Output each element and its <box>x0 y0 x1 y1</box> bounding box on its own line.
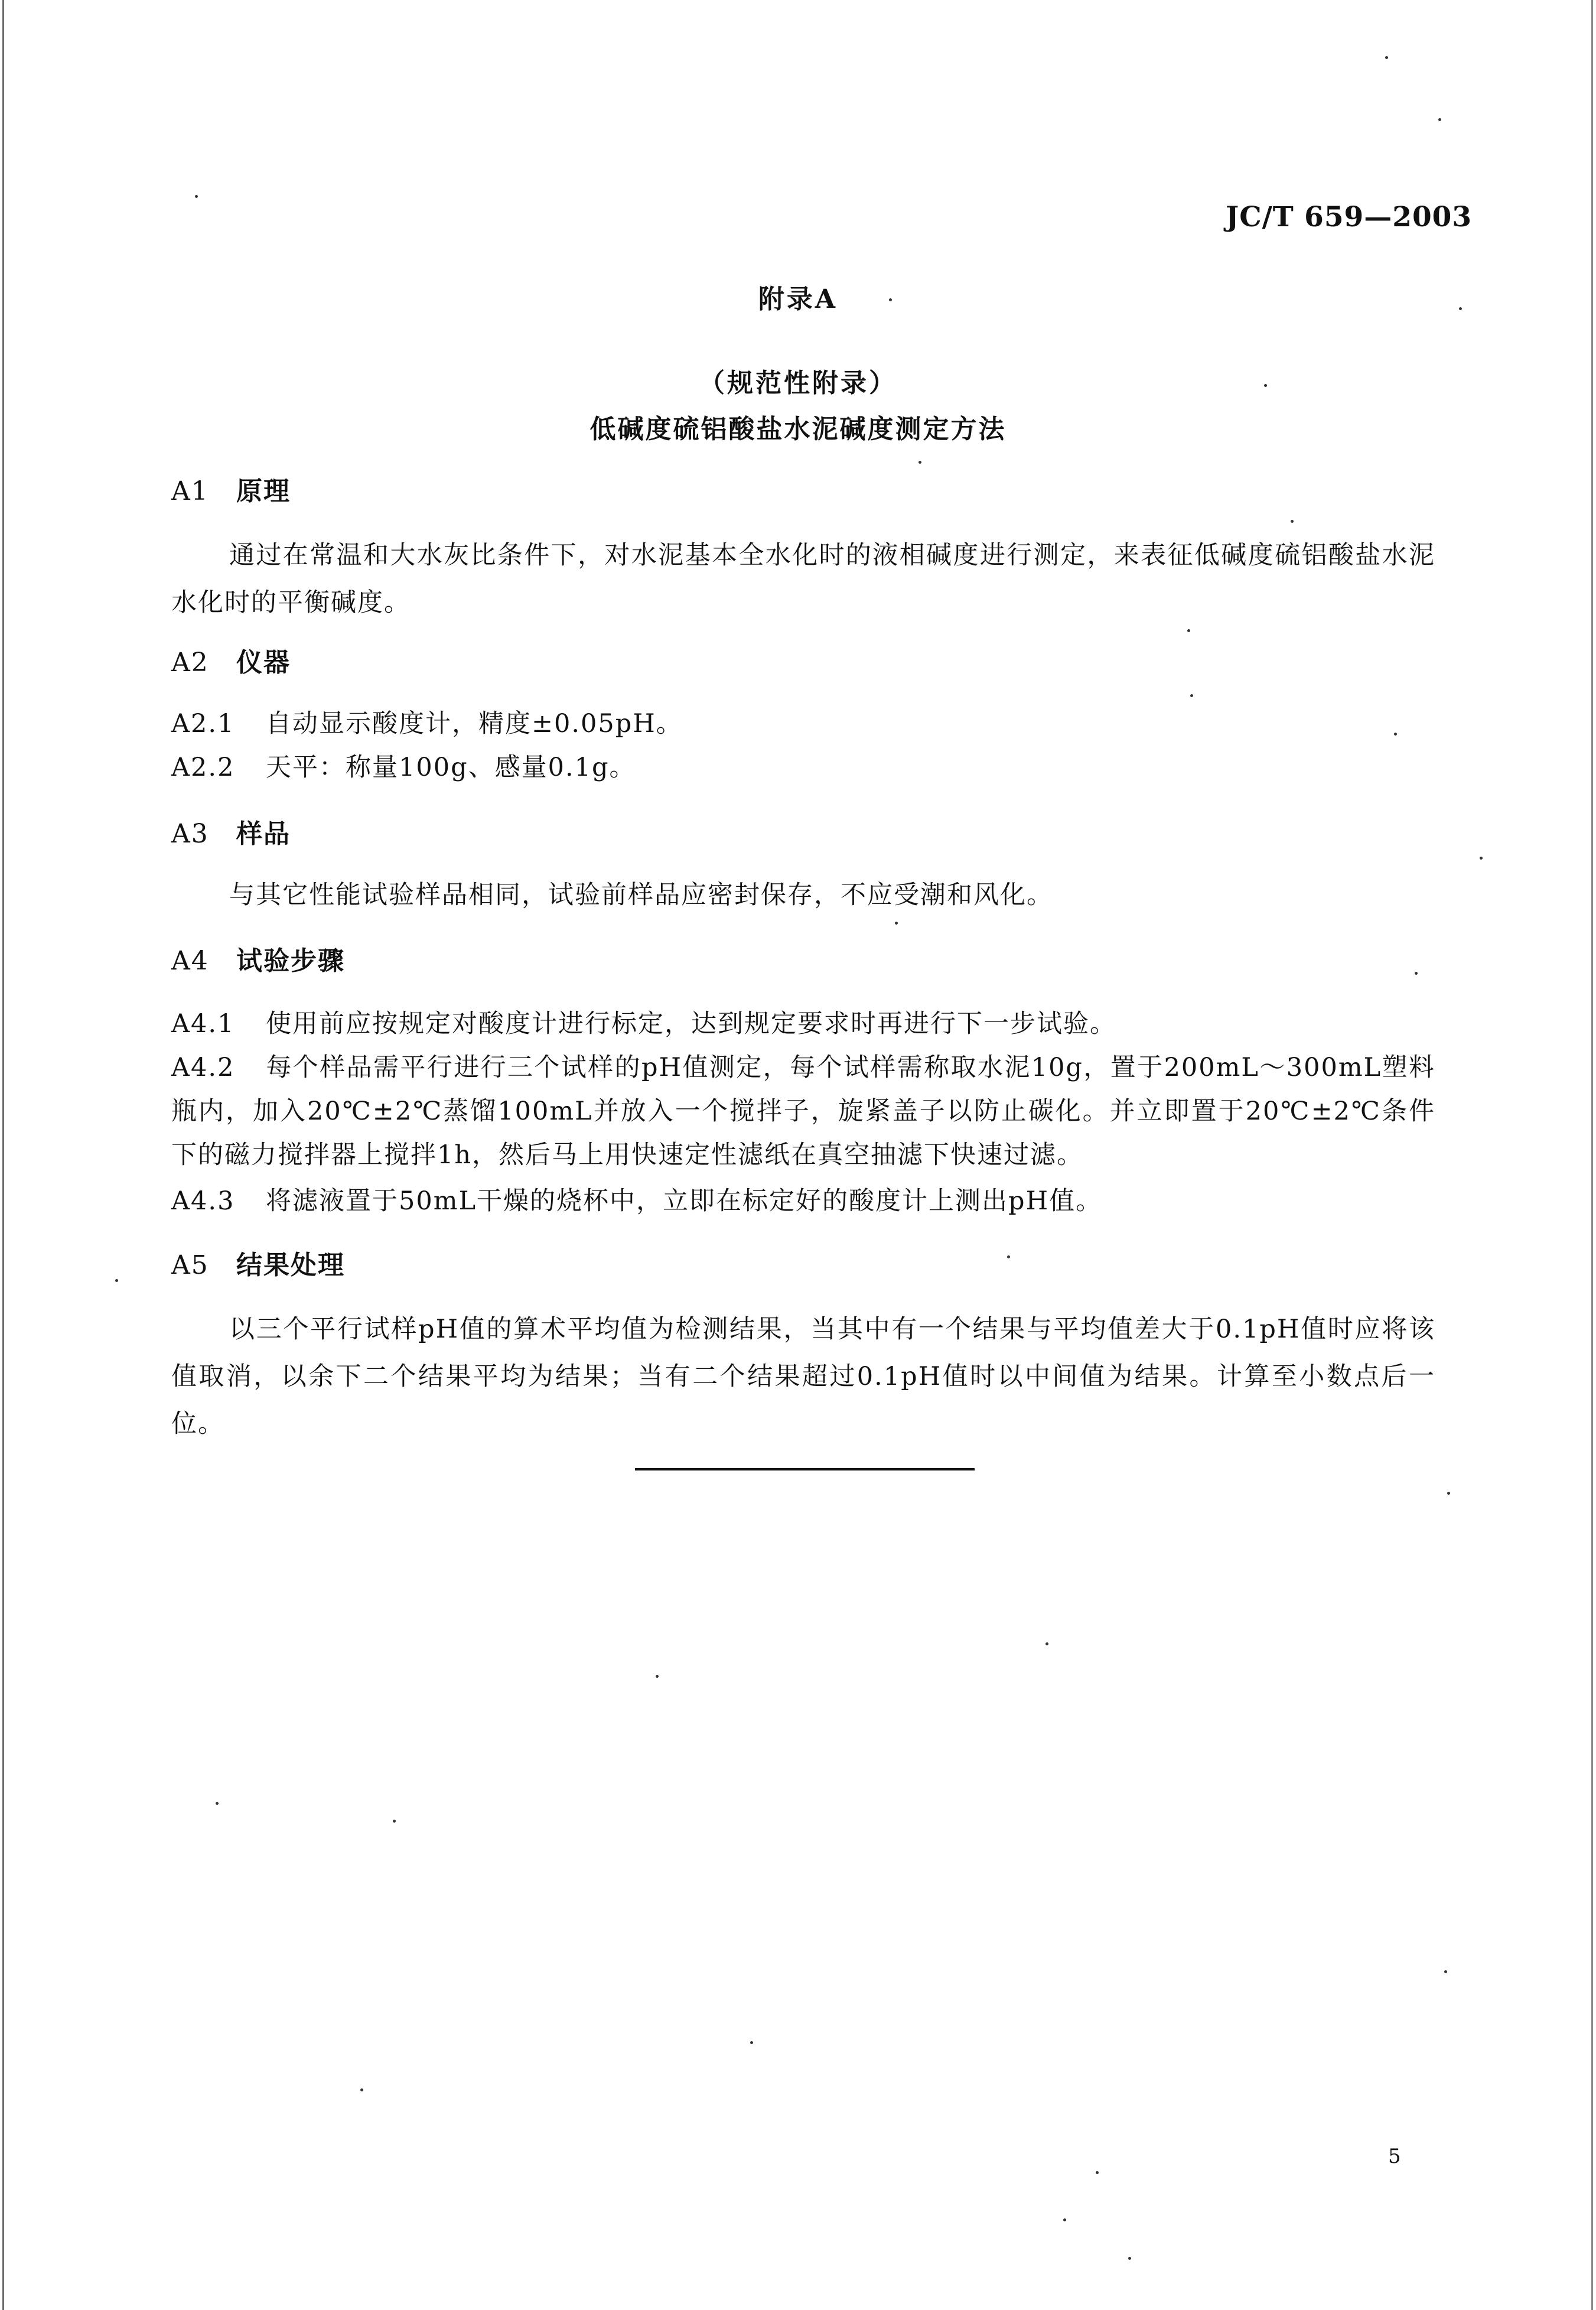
section-heading-a2 <box>171 641 291 679</box>
section-title: 试验步骤 <box>236 946 345 976</box>
scan-speck <box>1415 972 1418 975</box>
clause-a4-3 <box>171 1179 1435 1223</box>
scan-speck <box>1394 733 1397 736</box>
scan-speck <box>889 298 892 301</box>
section-number: A2 <box>171 648 209 678</box>
scan-speck <box>1264 384 1267 387</box>
scan-edge-right <box>1591 0 1593 2310</box>
scan-speck <box>1190 694 1193 697</box>
section-body-a1: 通过在常温和大水灰比条件下，对水泥基本全水化时的液相碱度进行测定，来表征低碱度硫铝酸盐水泥水化时的平衡碱度。 <box>171 541 1435 617</box>
end-of-text-rule <box>635 1468 975 1470</box>
scan-edge-left <box>2 0 4 2310</box>
section-body-a3: 与其它性能试验样品相同，试验前样品应密封保存，不应受潮和风化。 <box>229 880 1053 910</box>
scan-speck <box>895 922 898 925</box>
clause-number: A2.1 <box>171 709 235 738</box>
scan-speck <box>1096 2171 1099 2174</box>
scan-speck <box>1385 56 1388 59</box>
clause-a2-1 <box>171 702 1435 746</box>
clause-number: A2.2 <box>171 753 235 782</box>
scan-speck <box>1291 520 1294 523</box>
section-number: A3 <box>171 819 209 849</box>
scan-speck <box>1045 1642 1048 1645</box>
section-heading-a3 <box>171 812 291 850</box>
clause-text: 每个样品需平行进行三个试样的pH值测定，每个试样需称取水泥10g，置于200mL～300mL塑料瓶内，加入20℃±2℃蒸馏100mL并放入一个搅拌子，旋紧盖子以防止碳化。并立即置于20℃±2℃条件下的磁力搅拌器上搅拌1h，然后马上用快速定性滤纸在真空抽滤下快速过滤。 <box>171 1053 1435 1170</box>
scan-speck <box>195 195 198 198</box>
section-body-a5: 以三个平行试样pH值的算术平均值为检测结果，当其中有一个结果与平均值差大于0.1pH值时应将该值取消，以余下二个结果平均为结果；当有二个结果超过0.1pH值时以中间值为结果。计算至小数点后一位。 <box>171 1315 1435 1439</box>
scan-speck <box>918 461 921 464</box>
scan-speck <box>1007 1255 1010 1258</box>
scan-speck <box>1447 1492 1450 1495</box>
section-heading-a1 <box>171 470 291 507</box>
section-title: 仪器 <box>236 648 291 678</box>
page-number: 5 <box>1388 2145 1401 2168</box>
scan-speck <box>1128 2257 1131 2260</box>
clause-text: 使用前应按规定对酸度计进行标定，达到规定要求时再进行下一步试验。 <box>266 1009 1116 1039</box>
scan-speck <box>1444 1970 1447 1973</box>
appendix-title: 附录A <box>758 284 838 314</box>
section-heading-a4 <box>171 939 345 977</box>
clause-number: A4.1 <box>171 1009 235 1039</box>
section-number: A1 <box>171 476 209 506</box>
scan-speck <box>1438 118 1441 121</box>
scan-speck <box>393 1820 396 1823</box>
scan-speck <box>216 1802 219 1805</box>
scan-speck <box>115 1279 118 1282</box>
scan-speck <box>1187 629 1190 632</box>
section-title: 样品 <box>236 819 291 849</box>
clause-a4-2 <box>171 1046 1435 1177</box>
section-number: A5 <box>171 1250 209 1280</box>
clause-a2-2 <box>171 746 1435 789</box>
scan-speck <box>1480 857 1483 860</box>
scan-speck <box>656 1675 659 1678</box>
scan-speck <box>1063 2218 1066 2221</box>
standard-code: JC/T 659—2003 <box>1226 201 1473 233</box>
section-title: 原理 <box>236 476 291 506</box>
clause-text: 天平：称量100g、感量0.1g。 <box>266 753 636 782</box>
clause-a4-1 <box>171 1002 1435 1046</box>
clause-text: 将滤液置于50mL干燥的烧杯中，立即在标定好的酸度计上测出pH值。 <box>266 1186 1103 1216</box>
clause-text: 自动显示酸度计，精度±0.05pH。 <box>266 709 683 738</box>
scan-speck <box>1459 307 1462 310</box>
scan-speck <box>360 2088 363 2091</box>
clause-number: A4.3 <box>171 1186 235 1216</box>
scan-speck <box>750 2041 753 2044</box>
clause-number: A4.2 <box>171 1053 235 1082</box>
appendix-type: （规范性附录） <box>699 368 897 398</box>
section-number: A4 <box>171 946 209 976</box>
section-heading-a5 <box>171 1244 345 1281</box>
appendix-name: 低碱度硫铝酸盐水泥碱度测定方法 <box>589 414 1007 444</box>
section-title: 结果处理 <box>236 1250 345 1280</box>
